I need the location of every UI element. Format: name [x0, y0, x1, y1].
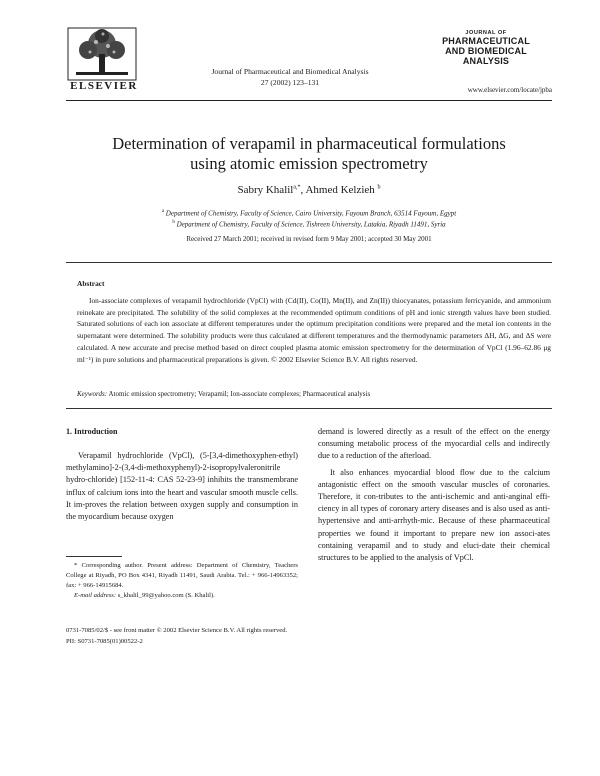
- abstract-top-rule: [66, 262, 552, 263]
- intro-paragraph-1: Verapamil hydrochloride (VpCl), (5-[3,4-dimethoxyphen-ethyl) methylamino]-2-(3,4-di-methoxyphenyl)-2-isopropylvaleronitrile hydro-chloride) [152-11-4: CAS 52-23-9] inhibits the transmembrane influx of calcium ions into the heart and vascular smooth muscle cells. It im-proves the relation between oxygen supply and consumption in the myocardium because oxygen: [66, 451, 298, 522]
- header-rule: [66, 100, 552, 101]
- keywords: [77, 390, 551, 398]
- affiliation-a: [66, 207, 552, 218]
- author-1-marks: a,*: [293, 184, 301, 191]
- journal-logo-line2: PHARMACEUTICAL: [442, 36, 530, 46]
- left-column: [66, 450, 298, 523]
- journal-logo: [436, 30, 536, 66]
- elsevier-tree-logo: [66, 26, 138, 88]
- pii-line: PII: S0731-7085(01)00522-2: [66, 638, 143, 645]
- affiliation-b-text: Department of Chemistry, Faculty of Science, Tishreen University, Latakia, Riyadh 11491, Syria: [176, 220, 446, 229]
- affiliation-a-mark: a: [161, 209, 165, 214]
- section-heading-introduction: 1. Introduction: [66, 427, 118, 436]
- journal-logo-line4: ANALYSIS: [462, 56, 510, 66]
- author-1: Sabry Khalil: [237, 184, 294, 196]
- journal-citation: [160, 66, 420, 88]
- author-2-marks: b: [377, 184, 381, 191]
- corresponding-author-note: * Corresponding author. Present address: Department of Chemistry, Teachers College at Riyadh, PO Box 4341, Riyadh 11491, Saudi Arabia. Tel.: + 966-14963352; fax: + 966-14915684.: [66, 562, 298, 589]
- publisher-name: ELSEVIER: [70, 80, 138, 92]
- received-dates: Received 27 March 2001; received in revised form 9 May 2001; accepted 30 May 2001: [186, 235, 432, 243]
- right-column: [318, 426, 550, 564]
- email-note: [66, 591, 298, 601]
- article-title: [66, 134, 552, 174]
- author-list: [66, 184, 552, 196]
- title-line-1: Determination of verapamil in pharmaceutical formulations: [112, 134, 506, 153]
- intro-paragraph-1-continued: demand is lowered directly as a result of the effect on the energy consuming metabolic process of the myocardial cells and indirectly due to a reduction of the afterload.: [318, 427, 550, 461]
- affiliations: [66, 207, 552, 230]
- page-footer: [66, 625, 552, 647]
- abstract-text: Ion-associate complexes of verapamil hydrochloride (VpCl) with (Cd(II), Co(II), Mn(II), and Zn(II)) thiocyanates, potassium ferricyanide, and ammonium reinekate are precipitated. The solubility of the solid complexes at the recommended optimum conditions of pH and ionic strength values have been studied. Saturated solutions of each ion associate at different temperatures under the optimum precipitation conditions were prepared and the metal ion contents in the supernatant were determined. The solubility products were thus calculated at different temperatures and the thermodynamic parameters ΔH, ΔG, and ΔS were calculated. A new accurate and precise method based on direct coupled plasma atomic emission spectrometry for the determination of VpCl (1.96–62.86 μg ml⁻¹) in pure solutions and pharmaceutical preparations is given. © 2002 Elsevier Science B.V. All rights reserved.: [77, 296, 551, 364]
- affiliation-b-mark: b: [172, 220, 175, 226]
- affiliation-b: [66, 218, 552, 229]
- intro-paragraph-2: It also enhances myocardial blood flow due to the calcium antagonistic effect on the smooth vascular muscles of coronaries. Therefore, it con-tributes to the anti-ischemic and anti-anginal effi-ciency in all types of coronary artery diseases and is also used as anti-hypertensive and anti-arrhyth-mic. Because of these pharmaceutical properties we found it important to prepare new ion associ-ates containing verapamil and to study and eluci-date their chemical structures to be applied to the analysis of VpCl.: [318, 467, 550, 563]
- author-2: Ahmed Kelzieh: [305, 184, 375, 196]
- journal-logo-line1: JOURNAL OF: [465, 30, 507, 36]
- journal-volume: 27 (2002) 123–131: [260, 78, 320, 87]
- title-line-2: using atomic emission spectrometry: [190, 154, 428, 173]
- affiliation-a-text: Department of Chemistry, Faculty of Science, Cairo University, Fayoum Branch, 63514 Fayoum, Egypt: [165, 209, 457, 218]
- journal-url[interactable]: www.elsevier.com/locate/jpba: [467, 86, 552, 94]
- author-separator: ,: [300, 184, 306, 196]
- journal-name: Journal of Pharmaceutical and Biomedical Analysis: [211, 67, 369, 76]
- abstract-heading: Abstract: [77, 279, 105, 288]
- journal-logo-line3: AND BIOMEDICAL: [445, 46, 527, 56]
- footnote-rule: [66, 556, 122, 557]
- abstract-bottom-rule: [66, 408, 552, 409]
- email-address[interactable]: s_khalil_99@yahoo.com (S. Khalil).: [117, 592, 215, 599]
- email-label: E-mail address:: [74, 592, 117, 599]
- copyright-line: 0731-7085/02/$ - see front matter © 2002 Elsevier Science B.V. All rights reserved.: [66, 627, 288, 634]
- footnote: [66, 561, 298, 601]
- keywords-list: Atomic emission spectrometry; Verapamil; Ion-associate complexes; Pharmaceutical analysis: [108, 390, 371, 398]
- keywords-label: Keywords:: [77, 390, 108, 398]
